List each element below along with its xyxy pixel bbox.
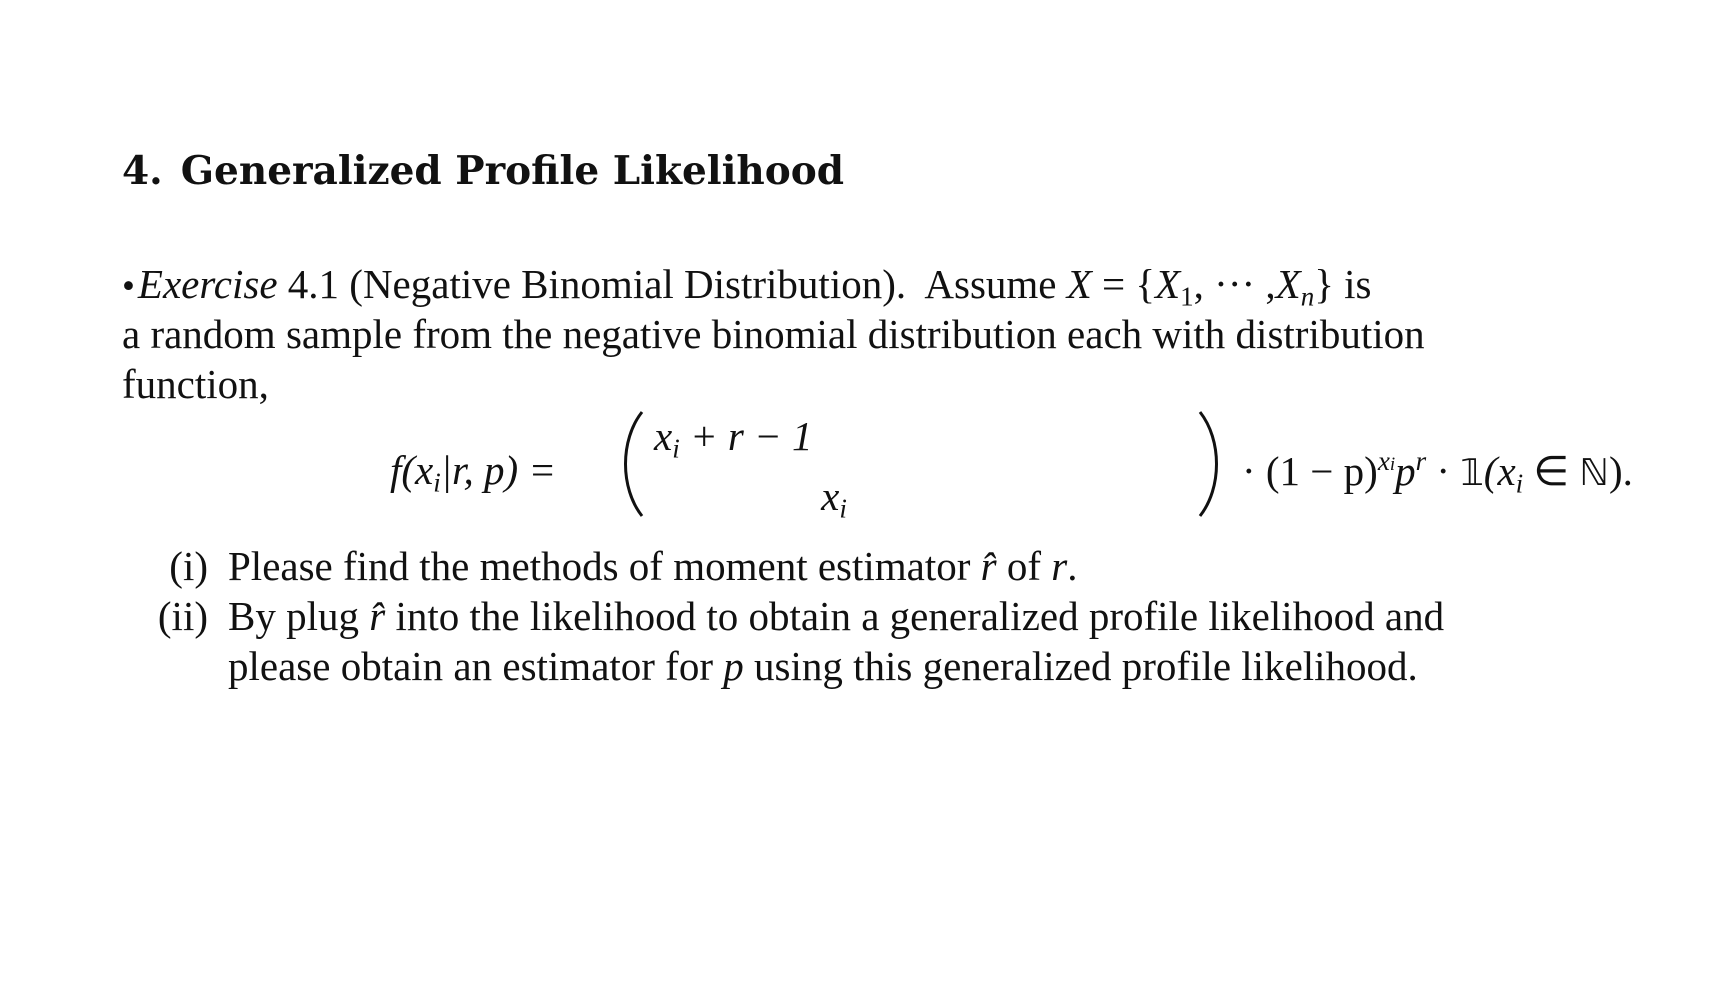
is-text: is — [1344, 261, 1372, 307]
binomial-top: $x_i + r - 1$ — [654, 413, 813, 464]
section-title: Generalized Profile Likelihood — [180, 148, 845, 194]
binomial-bottom: $x_i$ — [821, 473, 847, 524]
binomial-left-paren-icon — [616, 410, 646, 518]
exercise-line-2: a random sample from the negative binomial distribution each with distribution — [122, 311, 1425, 357]
equation-rhs: · $(1 - p)^{xi}p^r$ · $𝟙(x_i$ ∈ ℕ). — [1242, 446, 1633, 499]
equation-lhs: $f(x_i|r$, p) = — [390, 447, 557, 498]
set-variable: X — [1066, 261, 1092, 307]
exercise-name: (Negative Binomial Distribution). — [349, 261, 907, 307]
indicator-symbol: 𝟙 — [1460, 450, 1484, 494]
exercise-label: Exercise — [137, 261, 278, 307]
set-close-brace: } — [1314, 261, 1334, 307]
exercise-line-1 — [122, 261, 1372, 312]
set-open-brace: { — [1135, 261, 1156, 307]
naturals-symbol: ℕ — [1579, 450, 1609, 494]
set-first-element: X — [1155, 261, 1181, 307]
exercise-number: 4.1 — [287, 261, 340, 307]
exercise-item-ii-continued: please obtain an estimator for p using this generalized profile likelihood. — [228, 643, 1418, 689]
set-first-subscript: 1 — [1180, 281, 1194, 312]
section-heading — [122, 148, 845, 194]
exercise-item-ii: (ii) By plug r̂ into the likelihood to obtain a generalized profile likelihood and — [157, 593, 1445, 639]
binomial-right-paren-icon — [1196, 410, 1226, 518]
section-number: 4. — [122, 148, 163, 194]
equals-sign: = — [1102, 261, 1126, 307]
set-last-element: X — [1275, 261, 1301, 307]
item-label: (i) — [169, 543, 208, 589]
exercise-line-3: function, — [122, 361, 269, 407]
set-last-subscript: n — [1300, 281, 1315, 312]
exercise-item-i: (i) Please find the methods of moment estimator r̂ of r. — [169, 543, 1078, 589]
assume-text: Assume — [924, 261, 1057, 307]
pmf-equation — [390, 410, 1633, 524]
bullet-icon: • — [122, 265, 135, 306]
item-label: (ii) — [157, 593, 208, 639]
set-separator: , ··· , — [1193, 261, 1276, 307]
